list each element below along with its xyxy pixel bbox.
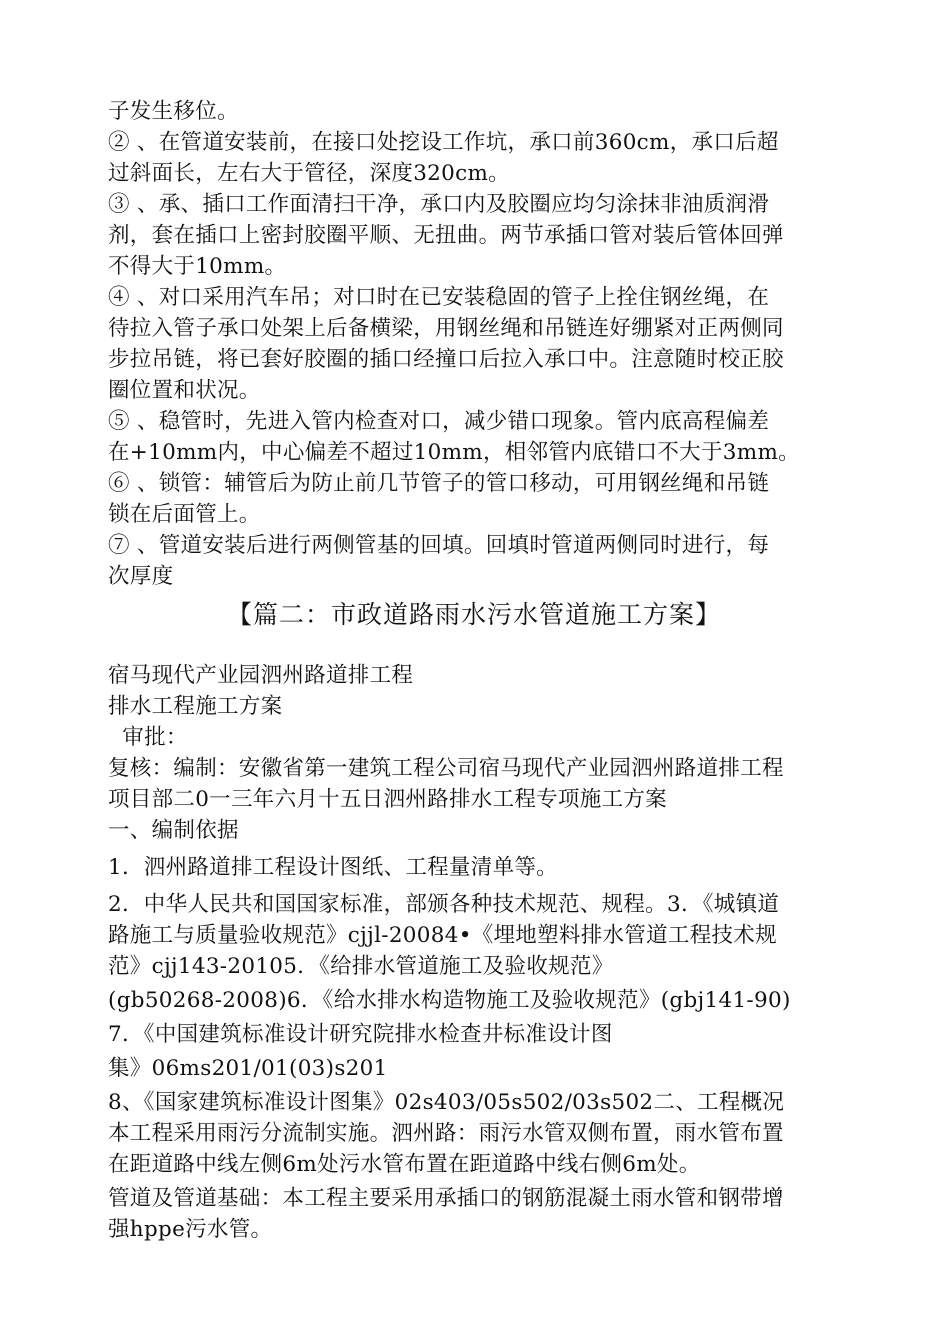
text-line: 次厚度	[108, 564, 174, 589]
text-line: 2．中华人民共和国国家标准，部颁各种技术规范、规程。3．《城镇道	[108, 892, 780, 917]
text-line: (gb50268-2008)6．《给水排水构造物施工及验收规范》(gbj141-90)	[108, 988, 791, 1013]
text-line: 剂，套在插口上密封胶圈平顺、无扭曲。两节承插口管对装后管体回弹	[108, 223, 784, 248]
text-line: 管道及管道基础：本工程主要采用承插口的钢筋混凝土雨水管和钢带增	[108, 1186, 784, 1211]
text-line: 步拉吊链，将已套好胶圈的插口经撞口后拉入承口中。注意随时校正胶	[108, 347, 784, 372]
text-line: 1．泗州路道排工程设计图纸、工程量清单等。	[108, 855, 558, 880]
text-line: ④ 、对口采用汽车吊；对口时在已安装稳固的管子上拴住钢丝绳，在	[108, 285, 770, 310]
text-line: 圈位置和状况。	[108, 378, 261, 403]
text-line: 子发生移位。	[108, 99, 239, 124]
text-line: 项目部二0一三年六月十五日泗州路排水工程专项施工方案	[108, 787, 667, 812]
text-line: 一、编制依据	[108, 818, 239, 843]
text-line: 在距道路中线左侧6m处污水管布置在距道路中线右侧6m处。	[108, 1152, 701, 1177]
text-line: 审批：	[108, 725, 188, 750]
text-line: 在+10mm内，中心偏差不超过10mm，相邻管内底错口不大于3mm。	[108, 440, 800, 465]
text-line: 复核：编制：安徽省第一建筑工程公司宿马现代产业园泗州路道排工程	[108, 756, 784, 781]
text-line: ③ 、承、插口工作面清扫干净，承口内及胶圈应均匀涂抹非油质润滑	[108, 192, 770, 217]
text-line: 过斜面长，左右大于管径，深度320cm。	[108, 161, 510, 186]
text-line: 8、《国家建筑标准设计图集》02s403/05s502/03s502二、工程概况	[108, 1090, 785, 1115]
text-line: ⑤ 、稳管时，先进入管内检查对口，减少错口现象。管内底高程偏差	[108, 409, 770, 434]
text-line: ⑥ 、锁管：辅管后为防止前几节管子的管口移动，可用钢丝绳和吊链	[108, 471, 770, 496]
text-line: 排水工程施工方案	[108, 694, 283, 719]
text-line: 强hppe污水管。	[108, 1217, 273, 1242]
section-two	[108, 660, 840, 1245]
text-line: 路施工与质量验收规范》cjjl-20084•《埋地塑料排水管道工程技术规	[108, 923, 777, 948]
text-line: ⑦ 、管道安装后进行两侧管基的回填。回填时管道两侧同时进行，每	[108, 533, 770, 558]
text-line: 集》06ms201/01(03)s201	[108, 1056, 388, 1081]
text-line: 本工程采用雨污分流制实施。泗州路：雨污水管双侧布置，雨水管布置	[108, 1121, 784, 1146]
section-one	[108, 96, 840, 592]
text-line: 7．《中国建筑标准设计研究院排水检查井标准设计图	[108, 1022, 613, 1047]
document-page	[108, 96, 840, 1245]
section-heading: 【篇二：市政道路雨水污水管道施工方案】	[226, 600, 721, 629]
text-line: 不得大于10mm。	[108, 254, 287, 279]
text-line: 宿马现代产业园泗州路道排工程	[108, 663, 414, 688]
text-line: 锁在后面管上。	[108, 502, 261, 527]
text-line: ② 、在管道安装前，在接口处挖设工作坑，承口前360cm，承口后超	[108, 130, 779, 155]
text-line: 范》cjj143-20105．《给排水管道施工及验收规范》	[108, 954, 614, 979]
text-line: 待拉入管子承口处架上后备横梁，用钢丝绳和吊链连好绷紧对正两侧同	[108, 316, 784, 341]
